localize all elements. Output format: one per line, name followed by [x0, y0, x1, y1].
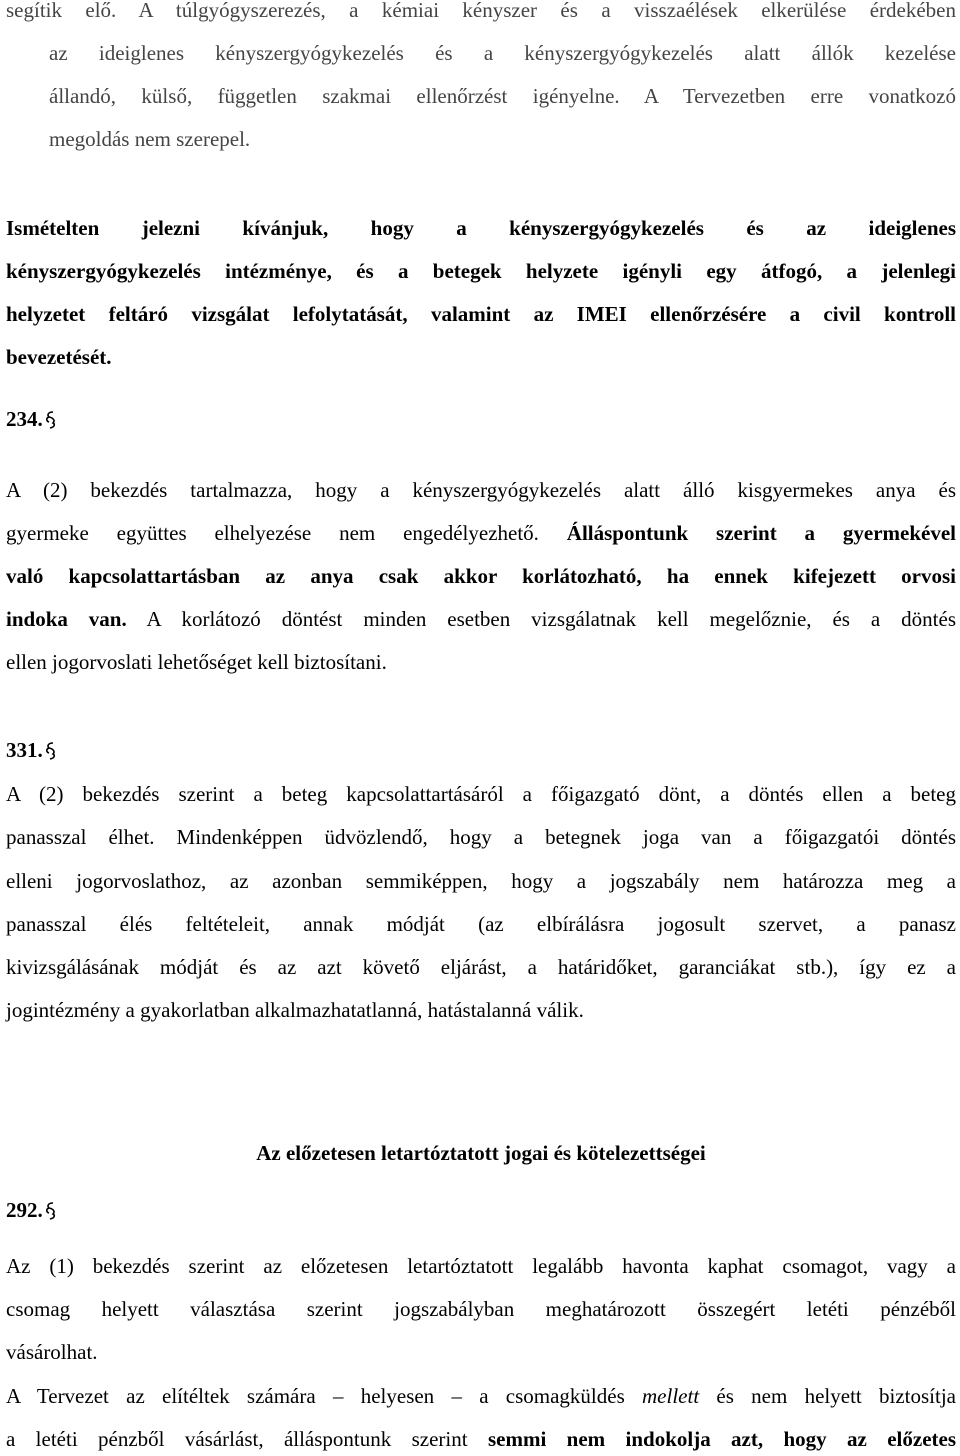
- text-line: az ideiglenes kényszergyógykezelés és a kényszergyógykezelés alatt állók kezelése: [49, 41, 956, 65]
- text-line: helyzetet feltáró vizsgálat lefolytatását, valamint az IMEI ellenőrzésére a civil kontroll: [6, 302, 956, 326]
- text-line: kényszergyógykezelés intézménye, és a betegek helyzete igényli egy átfogó, a jelenlegi: [6, 259, 956, 283]
- text-line: A (2) bekezdés szerint a beteg kapcsolattartásáról a főigazgató dönt, a döntés ellen a beteg: [6, 782, 956, 806]
- text-line: vásárolhat.: [6, 1340, 98, 1364]
- text-fragment: gyermeke együttes elhelyezése nem engedélyezhető.: [6, 521, 567, 545]
- text-fragment: A korlátozó döntést minden esetben vizsgálatnak kell megelőznie, és a döntés: [126, 607, 956, 631]
- text-line: elleni jogorvoslathoz, az azonban semmiképpen, hogy a jogszabály nem határozza meg a: [6, 869, 956, 893]
- text-line: bevezetését.: [6, 345, 112, 369]
- text-line: jogintézmény a gyakorlatban alkalmazhatatlanná, hatástalanná válik.: [6, 998, 584, 1022]
- text-fragment-bold: Álláspontunk szerint a gyermekével: [566, 521, 956, 545]
- text-line: [6, 1382, 956, 1410]
- text-fragment: A túlgyógyszerezés, a kémiai kényszer és a visszaélések elkerülése érdekében: [116, 0, 956, 22]
- section-number-label: 331.: [6, 738, 43, 762]
- section-number-label: 292.: [6, 1198, 43, 1222]
- text-line: [6, 1425, 956, 1453]
- text-line: állandó, külső, független szakmai ellenőrzést igényelne. A Tervezetben erre vonatkozó: [49, 84, 956, 108]
- paragraph-mark-icon: [45, 408, 57, 426]
- text-fragment: segítik elő.: [6, 0, 117, 22]
- text-line: megoldás nem szerepel.: [49, 127, 251, 151]
- section-heading: Az előzetesen letartóztatott jogai és kötelezettségei: [256, 1141, 706, 1165]
- text-line: [6, 0, 956, 24]
- section-number: [6, 1196, 956, 1224]
- paragraph-mark-icon: [45, 1199, 57, 1217]
- text-line: A (2) bekezdés tartalmazza, hogy a kényszergyógykezelés alatt álló kisgyermekes anya és: [6, 478, 956, 502]
- text-line: [6, 519, 956, 547]
- text-fragment: a letéti pénzből vásárlást, álláspontunk szerint: [6, 1427, 488, 1451]
- section-number: [6, 405, 956, 433]
- text-line: Ismételten jelezni kívánjuk, hogy a kényszergyógykezelés és az ideiglenes: [6, 216, 956, 240]
- text-line: panasszal élés feltételeit, annak módját (az elbírálásra jogosult szervet, a panasz: [6, 912, 956, 936]
- section-number-label: 234.: [6, 407, 43, 431]
- text-fragment-bold: semmi nem indokolja azt, hogy az előzetes: [487, 1427, 956, 1451]
- section-number: [6, 736, 956, 764]
- text-line: kivizsgálásának módját és az azt követő eljárást, a határidőket, garanciákat stb.), így ez a: [6, 955, 956, 979]
- text-fragment: A Tervezet az elítéltek számára – helyesen – a csomagküldés: [6, 1384, 643, 1408]
- paragraph-mark-icon: [45, 739, 57, 757]
- text-fragment-italic: mellett: [642, 1384, 700, 1408]
- text-line: [6, 605, 956, 633]
- text-line: ellen jogorvoslati lehetőséget kell biztosítani.: [6, 650, 387, 674]
- text-fragment: és nem helyett biztosítja: [699, 1384, 956, 1408]
- text-fragment-bold: indoka van.: [6, 607, 127, 631]
- text-line: Az (1) bekezdés szerint az előzetesen letartóztatott legalább havonta kaphat csomagot, vagy a: [6, 1254, 956, 1278]
- text-line: panasszal élhet. Mindenképpen üdvözlendő, hogy a betegnek joga van a főigazgatói döntés: [6, 825, 956, 849]
- text-line: való kapcsolattartásban az anya csak akkor korlátozható, ha ennek kifejezett orvosi: [6, 564, 956, 588]
- text-line: csomag helyett választása szerint jogszabályban meghatározott összegért letéti pénzéből: [6, 1297, 956, 1321]
